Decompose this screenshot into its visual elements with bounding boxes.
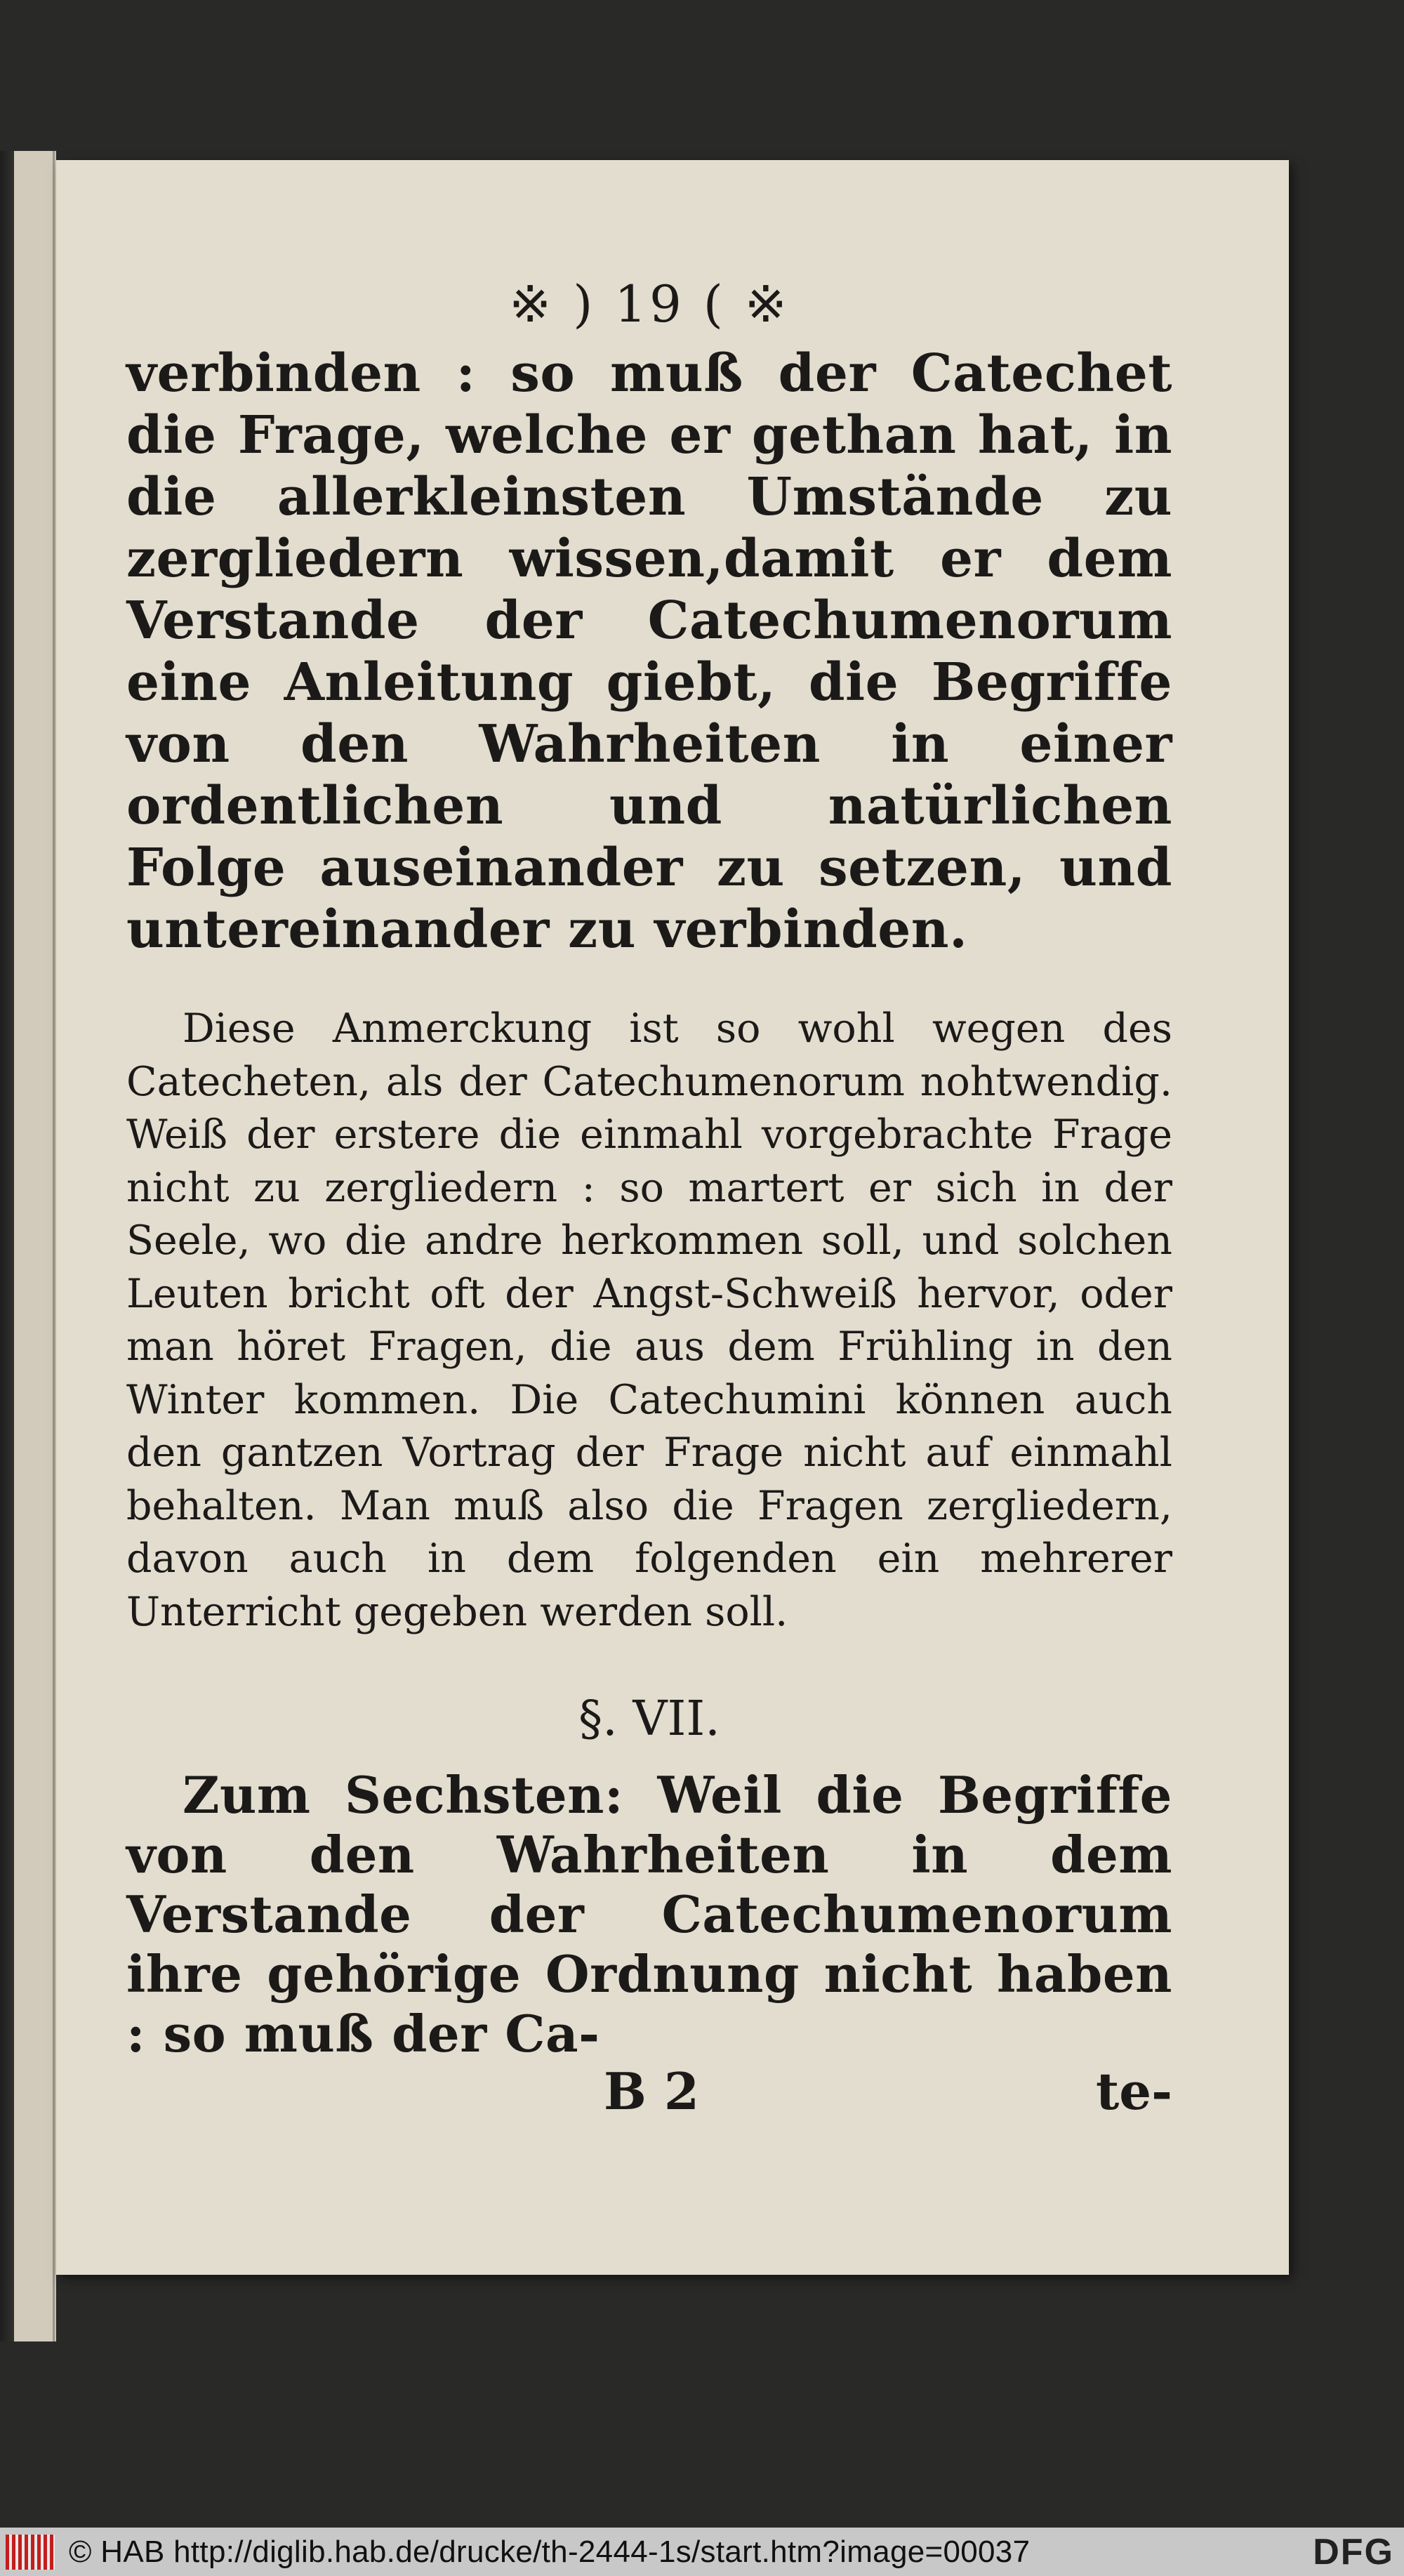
running-header: ※ ) 19 ( ※ (509, 275, 790, 333)
page-footer-line (126, 2063, 1172, 2120)
previous-page-edge (14, 151, 55, 2341)
viewer-footer-bar (0, 2528, 1404, 2576)
paragraph-section-vii-text: Zum Sechsten: Weil die Begriffe von den Wahrheiten in dem Verstande der Catechumenorum ihre gehörige Ordnung nicht haben : so muß der Ca- (126, 1765, 1172, 2063)
signature-mark: B 2 (604, 2061, 700, 2121)
paragraph-main: verbinden : so muß der Catechet die Frage, welche er gethan hat, in die allerkleinsten Umstände zu zergliedern wissen,damit er dem Verstande der Catechumenorum eine Anleitung giebt, die Begriffe von den Wahrheiten in einer ordentlichen und natürlichen Folge auseinander zu setzen, und untereinander zu verbinden. (126, 343, 1172, 960)
note-text: Diese Anmerckung ist so wohl wegen des Catecheten, als der Catechumenorum nohtwendig. Weiß der erstere die einmahl vorgebrachte Frage nicht zu zergliedern : so martert er sich in der Seele, wo die andre herkommen soll, und solchen Leuten bricht oft der Angst-Schweiß hervor, oder man höret Fragen, die aus dem Frühling in den Winter kommen. Die Catechumini können auch den gantzen Vortrag der Frage nicht auf einmahl behalten. Man muß also die Fragen zergliedern, davon auch in dem folgenden ein mehrerer Unterricht gegeben werden soll. (126, 1005, 1172, 1635)
dfg-logo[interactable]: DFG (1313, 2531, 1394, 2572)
catchword: te- (1096, 2061, 1172, 2121)
copyright-link[interactable]: © HAB http://diglib.hab.de/drucke/th-2444-1s/start.htm?image=00037 (69, 2534, 1031, 2569)
page-text-block (126, 272, 1172, 2120)
section-heading: §. VII. (578, 1691, 720, 1747)
note-paragraph (126, 1003, 1172, 1639)
paragraph-section-vii (126, 1765, 1172, 2063)
hab-logo-icon[interactable] (6, 2535, 55, 2570)
book-page (56, 160, 1289, 2275)
